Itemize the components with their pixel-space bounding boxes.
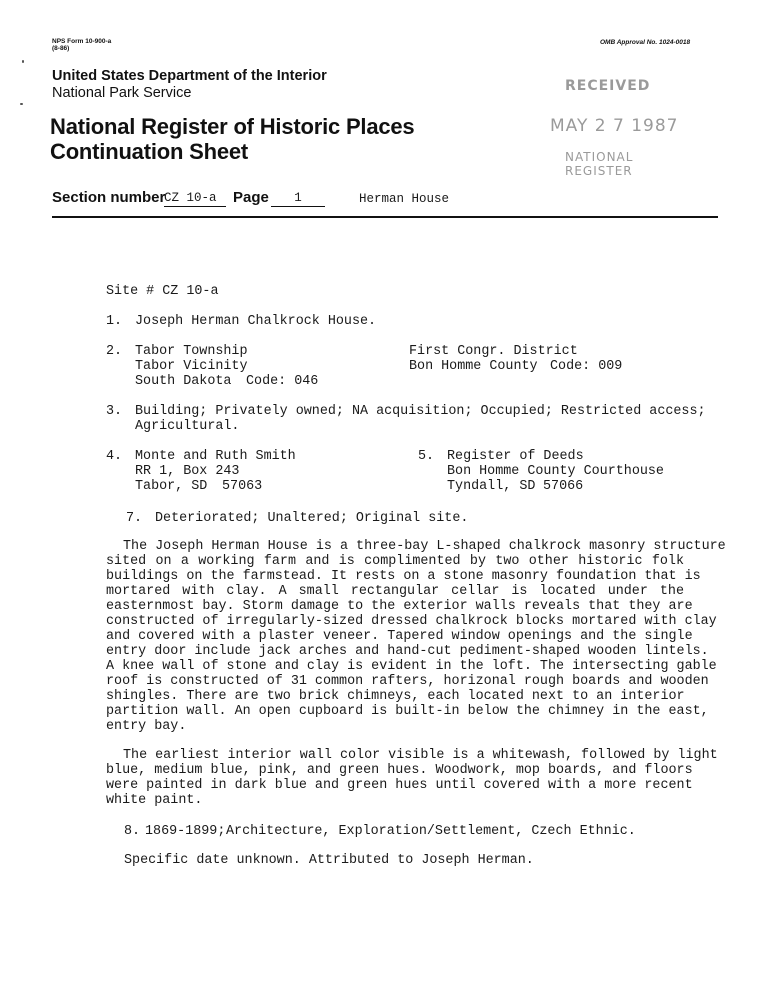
item-2-township: Tabor Township	[135, 344, 248, 359]
form-date: (8-86)	[52, 45, 70, 52]
item-4-city: Tabor, SD	[135, 479, 208, 494]
received-stamp-date: MAY 2 7 1987	[550, 116, 679, 136]
item-5-city: Tyndall, SD	[447, 479, 536, 494]
item-1-number: 1.	[106, 314, 123, 329]
paragraph-line: shingles. There are two brick chimneys, each located next to an interior	[106, 689, 685, 704]
item-2-county-code: Code: 009	[550, 359, 623, 374]
item-8-dates: 1869-1899;	[145, 824, 226, 839]
description-paragraph-1	[106, 539, 726, 734]
header-divider	[52, 216, 718, 218]
item-7-text: Deteriorated; Unaltered; Original site.	[155, 511, 469, 526]
item-8-number: 8.	[124, 824, 141, 839]
item-2-state: South Dakota	[135, 374, 232, 389]
paragraph-line: constructed of irregularly-sized dressed chalkrock blocks mortared with clay	[106, 614, 717, 629]
item-4-zip: 57063	[222, 479, 263, 494]
item-7-number: 7.	[126, 511, 143, 526]
page-value: 1	[271, 191, 325, 207]
received-stamp-register: REGISTER	[565, 164, 633, 178]
form-number: NPS Form 10-900-a	[52, 38, 112, 45]
paragraph-line: and covered with a plaster veneer. Tapered window openings and the single	[106, 629, 693, 644]
paragraph-line: The Joseph Herman House is a three-bay L-shaped chalkrock masonry structure	[123, 539, 726, 554]
department-name: United States Department of the Interior	[52, 68, 327, 84]
section-number-label: Section number	[52, 189, 166, 206]
scan-speck	[20, 103, 23, 105]
item-5-courthouse: Bon Homme County Courthouse	[447, 464, 664, 479]
item-5-number: 5.	[418, 449, 435, 464]
property-name: Herman House	[359, 192, 450, 206]
description-paragraph-2	[106, 748, 718, 808]
paragraph-line: sited on a working farm and is complimented by two other historic folk	[106, 554, 684, 569]
page-subtitle: Continuation Sheet	[50, 139, 249, 164]
item-3-number: 3.	[106, 404, 123, 419]
paragraph-line: white paint.	[106, 793, 203, 808]
received-stamp-national: NATIONAL	[565, 150, 634, 164]
item-2-district: First Congr. District	[409, 344, 578, 359]
item-4-number: 4.	[106, 449, 123, 464]
omb-approval: OMB Approval No. 1024-0018	[600, 39, 691, 46]
paragraph-line: mortared with clay. A small rectangular cellar is located under the	[106, 584, 684, 599]
paragraph-line: buildings on the farmstead. It rests on a stone masonry foundation that is	[106, 569, 701, 584]
item-3-line-2: Agricultural.	[135, 419, 240, 434]
item-5-office: Register of Deeds	[447, 449, 584, 464]
paragraph-line: blue, medium blue, pink, and green hues. Woodwork, mop boards, and floors	[106, 763, 693, 778]
paragraph-line: partition wall. An open cupboard is built-in below the chimney in the east,	[106, 704, 709, 719]
item-2-state-code: Code: 046	[246, 374, 319, 389]
scan-speck	[22, 60, 24, 63]
item-4-owner: Monte and Ruth Smith	[135, 449, 296, 464]
section-number-value: CZ 10-a	[164, 191, 226, 207]
item-8-text: Architecture, Exploration/Settlement, Czech Ethnic.	[226, 824, 636, 839]
paragraph-line: A knee wall of stone and clay is evident in the loft. The intersecting gable	[106, 659, 717, 674]
page-label: Page	[233, 189, 269, 206]
closing-statement: Specific date unknown. Attributed to Joseph Herman.	[124, 853, 534, 868]
page-title: National Register of Historic Places	[50, 114, 415, 139]
service-name: National Park Service	[52, 85, 192, 101]
item-2-vicinity: Tabor Vicinity	[135, 359, 248, 374]
paragraph-line: The earliest interior wall color visible is a whitewash, followed by light	[123, 748, 718, 763]
item-4-address: RR 1, Box 243	[135, 464, 240, 479]
item-3-line-1: Building; Privately owned; NA acquisition; Occupied; Restricted access;	[135, 404, 706, 419]
paragraph-line: entry bay.	[106, 719, 187, 734]
paragraph-line: easternmost bay. Storm damage to the exterior walls reveals that they are	[106, 599, 693, 614]
item-2-number: 2.	[106, 344, 123, 359]
item-1-text: Joseph Herman Chalkrock House.	[135, 314, 377, 329]
paragraph-line: entry door include jack arches and hand-cut pediment-shaped wooden lintels.	[106, 644, 709, 659]
item-5-zip: 57066	[543, 479, 584, 494]
received-stamp-heading: RECEIVED	[565, 78, 651, 94]
item-2-county: Bon Homme County	[409, 359, 538, 374]
site-number: Site # CZ 10-a	[106, 284, 219, 299]
paragraph-line: roof is constructed of 31 common rafters, horizonal rough boards and wooden	[106, 674, 709, 689]
paragraph-line: were painted in dark blue and green hues until covered with a more recent	[106, 778, 693, 793]
